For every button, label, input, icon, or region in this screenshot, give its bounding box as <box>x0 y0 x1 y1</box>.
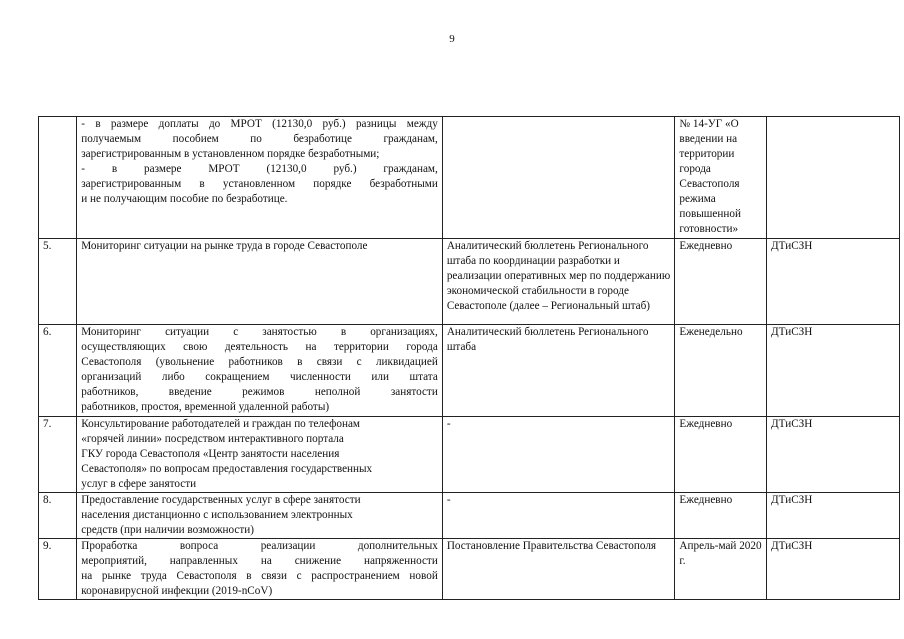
document-cell: Аналитический бюллетень Регионального штаба <box>442 325 675 417</box>
activity-line: услуг в сфере занятости <box>81 478 197 490</box>
document-cell: - <box>442 417 675 493</box>
table-row <box>39 539 900 600</box>
responsible-cell: ДТиСЗН <box>767 417 900 493</box>
activity-line: работников, введение режимов неполной занятости <box>81 386 438 398</box>
activity-line: организаций либо сокращением численности или штата <box>81 371 438 383</box>
activity-line: - в размере МРОТ (12130,0 руб.) гражданам, <box>81 163 438 175</box>
activity-cell <box>77 239 443 325</box>
document-cell: - <box>442 493 675 539</box>
responsible-cell: ДТиСЗН <box>767 539 900 600</box>
activity-line: зарегистрированным в установленном порядке безработными <box>81 178 438 190</box>
table-row <box>39 417 900 493</box>
activity-line: зарегистрированным в установленном порядке безработными; <box>81 148 380 160</box>
term-cell: Ежедневно <box>675 239 767 325</box>
activity-line: получаемым пособием по безработице гражданам, <box>81 133 438 145</box>
term-cell: Ежедневно <box>675 417 767 493</box>
table-row <box>39 325 900 417</box>
row-number-cell: 8. <box>39 493 77 539</box>
term-cell: Апрель-май 2020 г. <box>675 539 767 600</box>
term-cell: Еженедельно <box>675 325 767 417</box>
document-cell <box>442 117 675 239</box>
activity-line: Консультирование работодателей и граждан по телефонам <box>81 418 360 430</box>
row-number-cell: 7. <box>39 417 77 493</box>
row-number-cell <box>39 117 77 239</box>
activity-line: Проработка вопроса реализации дополнительных <box>81 540 438 552</box>
activity-line: осуществляющих свою деятельность на территории города <box>81 341 438 353</box>
activity-cell <box>77 117 443 239</box>
responsible-cell: ДТиСЗН <box>767 239 900 325</box>
row-number-cell: 9. <box>39 539 77 600</box>
activity-line: населения дистанционно с использованием электронных <box>81 509 353 521</box>
activity-line: Севастополя» по вопросам предоставления государственных <box>81 463 373 475</box>
responsible-cell: ДТиСЗН <box>767 493 900 539</box>
activity-cell <box>77 417 443 493</box>
activity-cell <box>77 493 443 539</box>
activity-line: коронавирусной инфекции (2019-nCoV) <box>81 585 273 597</box>
page-number: 9 <box>449 33 455 45</box>
activity-line: Мониторинг ситуации с занятостью в организациях, <box>81 326 438 338</box>
term-cell: № 14-УГ «О введении на территории города Севастополя режима повышенной готовности» <box>675 117 767 239</box>
document-cell: Аналитический бюллетень Регионального штаба по координации разработки и реализации оперативных мер по поддержанию экономической стабильности в городе Севастополе (далее – Региональный штаб) <box>442 239 675 325</box>
activity-cell <box>77 325 443 417</box>
activity-line: ГКУ города Севастополя «Центр занятости населения <box>81 448 340 460</box>
responsible-cell: ДТиСЗН <box>767 325 900 417</box>
table-row <box>39 239 900 325</box>
measures-table <box>38 116 900 600</box>
activity-line: средств (при наличии возможности) <box>81 524 254 536</box>
activity-line: - в размере доплаты до МРОТ (12130,0 руб.) разницы между <box>81 118 438 130</box>
document-cell: Постановление Правительства Севастополя <box>442 539 675 600</box>
row-number-cell: 6. <box>39 325 77 417</box>
activity-line: мероприятий, направленных на снижение напряженности <box>81 555 438 567</box>
responsible-cell <box>767 117 900 239</box>
activity-line: и не получающим пособие по безработице. <box>81 193 288 205</box>
activity-line: Севастополя (увольнение работников в связи с ликвидацией <box>81 356 438 368</box>
activity-line: на рынке труда Севастополя в связи с распространением новой <box>81 570 438 582</box>
activity-line: «горячей линии» посредством интерактивного портала <box>81 433 344 445</box>
term-cell: Ежедневно <box>675 493 767 539</box>
table-row <box>39 493 900 539</box>
activity-line: Мониторинг ситуации на рынке труда в городе Севастополе <box>81 240 368 252</box>
activity-cell <box>77 539 443 600</box>
activity-line: работников, простоя, временной удаленной работы) <box>81 401 330 413</box>
activity-line: Предоставление государственных услуг в сфере занятости <box>81 494 361 506</box>
row-number-cell: 5. <box>39 239 77 325</box>
table-row <box>39 117 900 239</box>
table-body <box>39 117 900 600</box>
